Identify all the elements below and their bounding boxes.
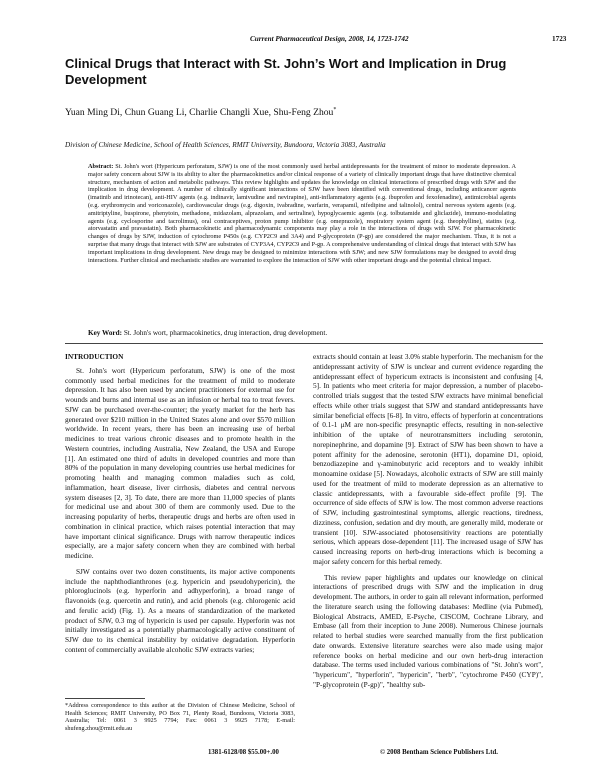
body-paragraph: This review paper highlights and updates our knowledge on clinical interactions of prescribed drugs with SJW and the implication in drug development. The authors, in order to gain all relevant information, performed the literature search using the following databases: Medline (via Pubmed), Biological Abstracts, AMED, E-Psyche, CISCOM, Cochrane Library, and Embase (all from their inception to June 2008). Numerous Chinese journals related to herbal studies were searched manually from the first publication date onwards. Extensive literature searches were also made using major reference books on herbal medicine and our own herb-drug interaction database. The terms used included various combinations of "St. John's wort", "hypericum", "hyperforin", "hypericin", "herb", "cytochrome P450 (CYP)", "P-glycoprotein (P-gp)", "healthy sub- [313, 572, 543, 689]
article-title: Clinical Drugs that Interact with St. John’s Wort and Implication in Drug Development [65, 56, 507, 87]
issn-price: 1381-6128/08 $55.00+.00 [208, 749, 279, 756]
keywords-label: Key Word: [88, 329, 123, 337]
body-column-right [313, 352, 543, 690]
body-paragraph: St. John's wort (Hypericum perforatum, SJW) is one of the most commonly used herbal medicines for the treatment of mild to moderate depression. It has also been used by ancient practitioners for external use for wounds and burns and internal use as an infusion or herbal tea to treat fevers. SJW can be purchased over-the-counter; the yearly market for the herb has generated over $210 million in the United States alone and over $570 million worldwide. In recent years, there has been an increasing use of herbal medicines to treat various chronic diseases and to promote health in the Western countries, including Australia, New Zealand, the USA and Europe [1]. An estimated one third of adults in developed countries and more than 80% of the population in many developing countries use herbal medicines for promoting health and managing common maladies such as cold, inflammation, heart disease, liver cirrhosis, diabetes and central nervous system diseases [2, 3]. To date, there are more than 11,000 species of plants for medicinal use and about 300 of them are commonly used. Due to the increasing popularity of herbs, therapeutic drugs and herbs are often used in combination in clinical practice, which raises potential interaction that may have important clinical significance. Drugs with narrow therapeutic indices especially, are a major safety concern when they are combined with herbal medicine. [65, 365, 295, 560]
abstract-label: Abstract: [88, 163, 114, 170]
author-list [65, 107, 336, 118]
authors-text: Yuan Ming Di, Chun Guang Li, Charlie Changli Xue, Shu-Feng Zhou [65, 107, 334, 119]
introduction-heading: INTRODUCTION [65, 352, 124, 361]
corresponding-author-mark: * [333, 107, 337, 113]
running-head: Current Pharmaceutical Design, 2008, 14, 1723-1742 [250, 35, 409, 43]
section-divider [65, 343, 543, 344]
body-column-left [65, 352, 295, 655]
page-number: 1723 [552, 35, 567, 43]
copyright-notice: © 2008 Bentham Science Publishers Ltd. [380, 749, 498, 756]
footnote-divider [65, 698, 145, 699]
body-paragraph: extracts should contain at least 3.0% stable hyperforin. The mechanism for the antidepressant activity of SJW is unclear and current evidence regarding the antidepressant effect of hypericum extracts is inconsistent and confusing [4, 5]. In patients who meet criteria for major depression, a number of placebo-controlled trials suggest that the tested SJW extracts have minimal beneficial effects while other trials suggest that SJW and standard antidepressants have similar beneficial effects [6-8]. In vitro, effects of hyperforin at concentrations of 0.1-1 μM are non-specific presynaptic effects, resulting in non-selective inhibition of the uptake of neurotransmitters including serotonin, norepinephrine, and dopamine [9]. Extract of SJW has been shown to have a potent affinity for the adenosine, serotonin (HT1), dopamine D1, opioid, benzodiazepine and γ-aminobutyric acid receptors and to weakly inhibit monoamine oxidase [5]. Nowadays, alcoholic extracts of SJW are still mainly used for the treatment of mild to moderate depression as an alternative to classic antidepressants, with a favourable side-effect profile [9]. The occurrence of side effects of SJW is low. The most common adverse reactions of SJW, including gastrointestinal symptoms, allergic reactions, tiredness, dizziness, confusion, sedation and dry mouth, are generally mild, moderate or transient [10]. SJW-associated photosensitivity reactions are potentially serious, which appears dose-dependent [11]. The increased usage of SJW has caused increasing reports on herb-drug interactions which is becoming a major safety concern for this herbal remedy. [313, 352, 543, 566]
body-paragraph: SJW contains over two dozen constituents, its major active components include the naphthodianthrones (e.g. hypericin and pseudohypericin), the phloroglucinols (e.g. hyperforin and adhyperforin), a broad range of flavonoids (e.g. quercetin and rutin), and acid phenols (e.g. chlorogenic acid and ferulic acid) (Fig. 1). As a means of standardization of the marketed product of SJW, 0.3 mg of hypericin is used per capsule. Hyperforin was not initially investigated as a potentially pharmacologically active constituent of SJW due to its chemical instability by oxidative degradation. Hyperforin content of commercially available alcoholic SJW extracts varies; [65, 566, 295, 654]
correspondence-footnote: *Address correspondence to this author at the Division of Chinese Medicine, School of Health Sciences; RMIT University, PO Box 71, Plenty Road, Bundoora, Victoria 3083, Australia; Tel: 0061 3 9925 7794; Fax: 0061 3 9925 7178; E-mail: shufeng.zhou@rmit.edu.au [65, 702, 295, 732]
abstract [88, 163, 516, 264]
abstract-text: St. John's wort (Hypericum perforatum, SJW) is one of the most commonly used herbal antidepressants for the treatment of minor to moderate depression. A major safety concern about SJW is its ability to alter the pharmacokinetics and/or clinical response of a variety of clinically important drugs that have distinctive chemical structure, mechanism of action and metabolic pathways. This review highlights and updates the knowledge on clinical interactions of prescribed drugs with SJW and the implication in drug development. A number of clinically significant interactions of SJW have been identified with conventional drugs, including anticancer agents (imatinib and irinotecan), anti-HIV agents (e.g. indinavir, lamivudine and nevirapine), anti-inflammatory agents (e.g. ibuprofen and fexofenadine), antimicrobial agents (e.g. erythromycin and voriconazole), cardiovascular drugs (e.g. digoxin, ivabradine, warfarin, verapamil, nifedipine and talinolol), central nervous system agents (e.g. amitriptyline, buspirone, phenytoin, methadone, midazolam, alprazolam, and sertraline), hypoglycaemic agents (e.g. tolbutamide and gliclazide), immuno-modulating agents (e.g. cyclosporine and tacrolimus), oral contraceptives, proton pump inhibitor (e.g. omeprazole), respiratory system agent (e.g. theophylline), statins (e.g. atorvastatin and pravastatin). Both pharmacokinetic and pharmacodynamic components may play a role in the interactions of drugs with SJW. For pharmacokinetic changes of drugs by SJW, induction of cytochrome P450s (e.g. CYP2C9 and 3A4) and P-glycoprotein (P-gp) are considered the major mechanism. Thus, it is not a surprise that many drugs that interact with SJW are substrates of CYP3A4, CYP2C9 and P-gp. A comprehensive understanding of clinical drugs that interact with SJW has important implications in drug development. New drugs may be designed to minimize interactions with SJW; and new SJW formulations may be designed to avoid drug interactions. Further clinical and mechanistic studies are warranted to explore the interaction of SJW with other important drugs and the potential clinical impact. [88, 163, 517, 264]
keywords-text: St. John's wort, pharmacokinetics, drug interaction, drug development. [123, 329, 328, 337]
keywords [88, 329, 518, 337]
affiliation: Division of Chinese Medicine, School of Health Sciences, RMIT University, Bundoora, Victoria 3083, Australia [65, 141, 386, 149]
